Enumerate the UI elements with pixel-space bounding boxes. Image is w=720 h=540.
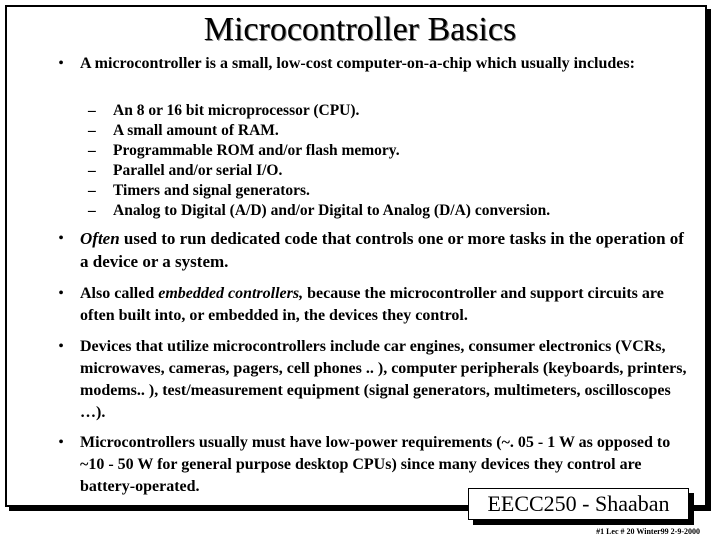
bullet-marker-4: • bbox=[58, 338, 64, 355]
sub-item: – Timers and signal generators. bbox=[88, 182, 310, 199]
bullet-marker-3: • bbox=[58, 285, 64, 302]
slide-footer: #1 Lec # 20 Winter99 2-9-2000 bbox=[596, 527, 700, 536]
sub-item: – An 8 or 16 bit microprocessor (CPU). bbox=[88, 102, 360, 119]
bullet-text-4: Devices that utilize microcontrollers include car engines, consumer electronics (VCRs, microwaves, cameras, pagers, cell phones .. ), computer peripherals (keyboards, printers, modems.. ), test/measurement equipment (signal generators, multimeters, oscilloscopes …). bbox=[80, 338, 687, 421]
bullet-text-5: Microcontrollers usually must have low-power requirements (~. 05 - 1 W as opposed to ~10 - 50 W for general purpose desktop CPUs) since many devices they control are battery-operated. bbox=[80, 434, 671, 495]
sub-item: – A small amount of RAM. bbox=[88, 122, 279, 139]
bullet-text-1: A microcontroller is a small, low-cost computer-on-a-chip which usually includes: bbox=[80, 55, 635, 72]
sub-item: – Parallel and/or serial I/O. bbox=[88, 162, 283, 179]
bullet-text-2: Often used to run dedicated code that controls one or more tasks in the operation of a device or a system. bbox=[80, 229, 684, 271]
course-badge: EECC250 - Shaaban bbox=[468, 488, 689, 520]
bullet-marker-5: • bbox=[58, 434, 64, 451]
sub-list bbox=[88, 101, 688, 221]
bullet-marker-2: • bbox=[58, 230, 64, 247]
sub-item: – Analog to Digital (A/D) and/or Digital to Analog (D/A) conversion. bbox=[88, 202, 551, 219]
bullet-text-3: Also called embedded controllers, because the microcontroller and support circuits are often built into, or embedded in, the devices they control. bbox=[80, 285, 664, 324]
bullet-marker-1: • bbox=[58, 55, 64, 72]
slide-title: Microcontroller Basics bbox=[203, 11, 517, 48]
sub-item: – Programmable ROM and/or flash memory. bbox=[88, 142, 400, 159]
